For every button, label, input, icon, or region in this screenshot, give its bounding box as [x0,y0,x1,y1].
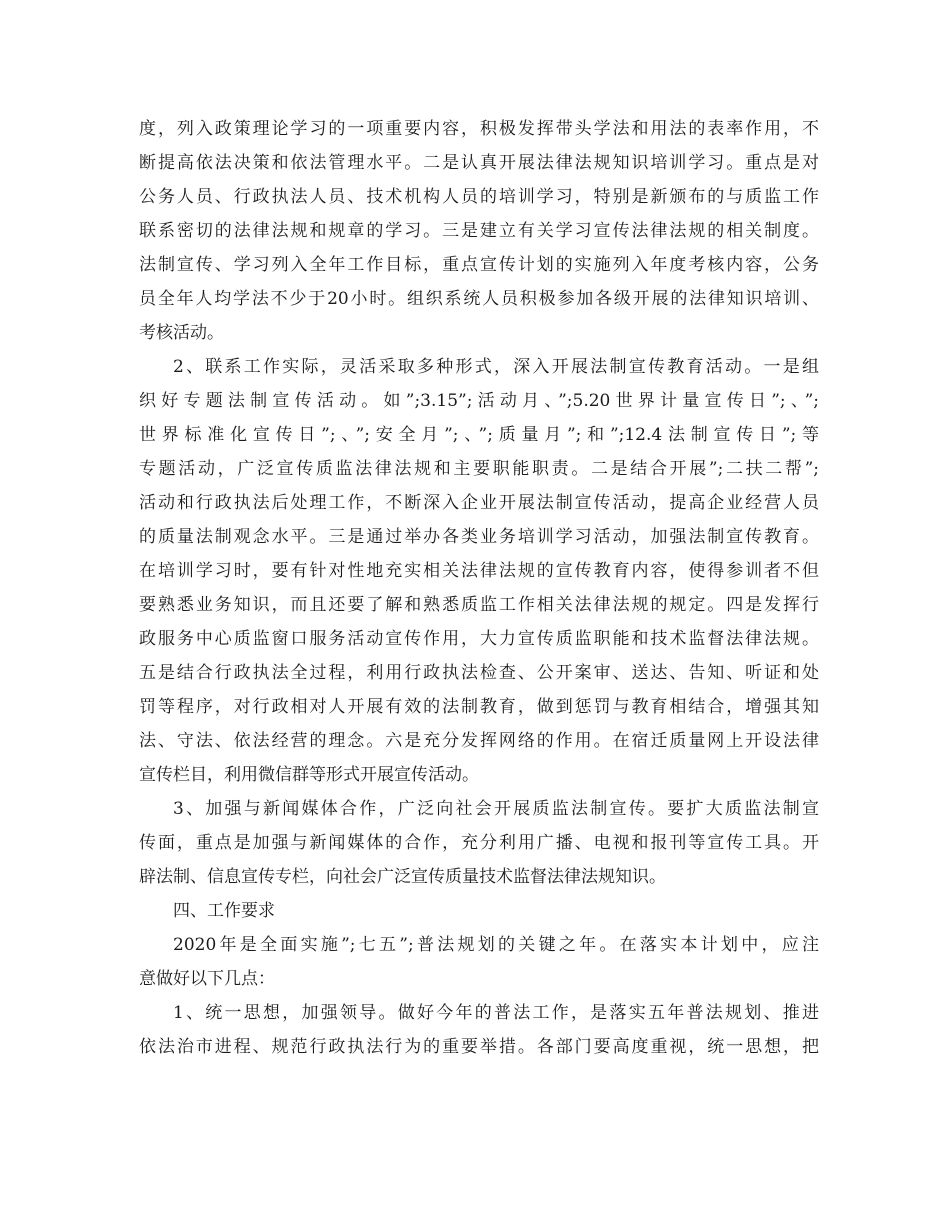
text-line: 四、工作要求 [173,901,275,921]
text-line: 2、联系工作实际，灵活采取多种形式，深入开展法制宣传教育活动。一是组 [173,357,819,377]
text-line: 政服务中心质监窗口服务活动宣传作用，大力宣传质监职能和技术监督法律法规。 [139,629,819,649]
text-line: 要熟悉业务知识，而且还要了解和熟悉质监工作相关法律法规的规定。四是发挥行 [139,595,819,615]
text-line: 在培训学习时，要有针对性地充实相关法律法规的宣传教育内容，使得参训者不但 [139,561,819,581]
text-line: 法、守法、依法经营的理念。六是充分发挥网络的作用。在宿迁质量网上开设法律 [139,731,819,751]
text-line: 考核活动。 [139,323,224,343]
text-line: 员全年人均学法不少于20小时。组织系统人员积极参加各级开展的法律知识培训、 [139,289,819,309]
text-line: 传面，重点是加强与新闻媒体的合作，充分利用广播、电视和报刊等宣传工具。开 [139,833,819,853]
text-line: 的质量法制观念水平。三是通过举办各类业务培训学习活动，加强法制宣传教育。 [139,527,819,547]
text-line: 世界标准化宣传日”;、”;安全月”;、”;质量月”;和”;12.4法制宣传日”;等 [139,425,819,445]
text-line: 1、统一思想，加强领导。做好今年的普法工作，是落实五年普法规划、推进 [173,1003,819,1023]
text-line: 3、加强与新闻媒体合作，广泛向社会开展质监法制宣传。要扩大质监法制宣 [173,799,819,819]
text-line: 五是结合行政执法全过程，利用行政执法检查、公开案审、送达、告知、听证和处 [139,663,819,683]
text-line: 2020年是全面实施”;七五”;普法规划的关键之年。在落实本计划中，应注 [173,935,819,955]
text-line: 公务人员、行政执法人员、技术机构人员的培训学习，特别是新颁布的与质监工作 [139,187,819,207]
text-line: 罚等程序，对行政相对人开展有效的法制教育，做到惩罚与教育相结合，增强其知 [139,697,819,717]
text-line: 法制宣传、学习列入全年工作目标，重点宣传计划的实施列入年度考核内容，公务 [139,255,819,275]
text-line: 意做好以下几点： [139,969,275,989]
text-line: 织好专题法制宣传活动。如”;3.15”;活动月、”;5.20世界计量宣传日”;、”; [139,391,819,411]
text-line: 度，列入政策理论学习的一项重要内容，积极发挥带头学法和用法的表率作用，不 [139,119,819,139]
text-line: 依法治市进程、规范行政执法行为的重要举措。各部门要高度重视，统一思想，把 [139,1037,819,1057]
text-line: 活动和行政执法后处理工作，不断深入企业开展法制宣传活动，提高企业经营人员 [139,493,819,513]
text-line: 断提高依法决策和依法管理水平。二是认真开展法律法规知识培训学习。重点是对 [139,153,819,173]
text-line: 联系密切的法律法规和规章的学习。三是建立有关学习宣传法律法规的相关制度。 [139,221,819,241]
text-line: 宣传栏目，利用微信群等形式开展宣传活动。 [139,765,479,785]
document-body [139,112,819,1064]
text-line: 专题活动，广泛宣传质监法律法规和主要职能职责。二是结合开展”;二扶二帮”; [139,459,819,479]
text-line: 辟法制、信息宣传专栏，向社会广泛宣传质量技术监督法律法规知识。 [139,867,666,887]
